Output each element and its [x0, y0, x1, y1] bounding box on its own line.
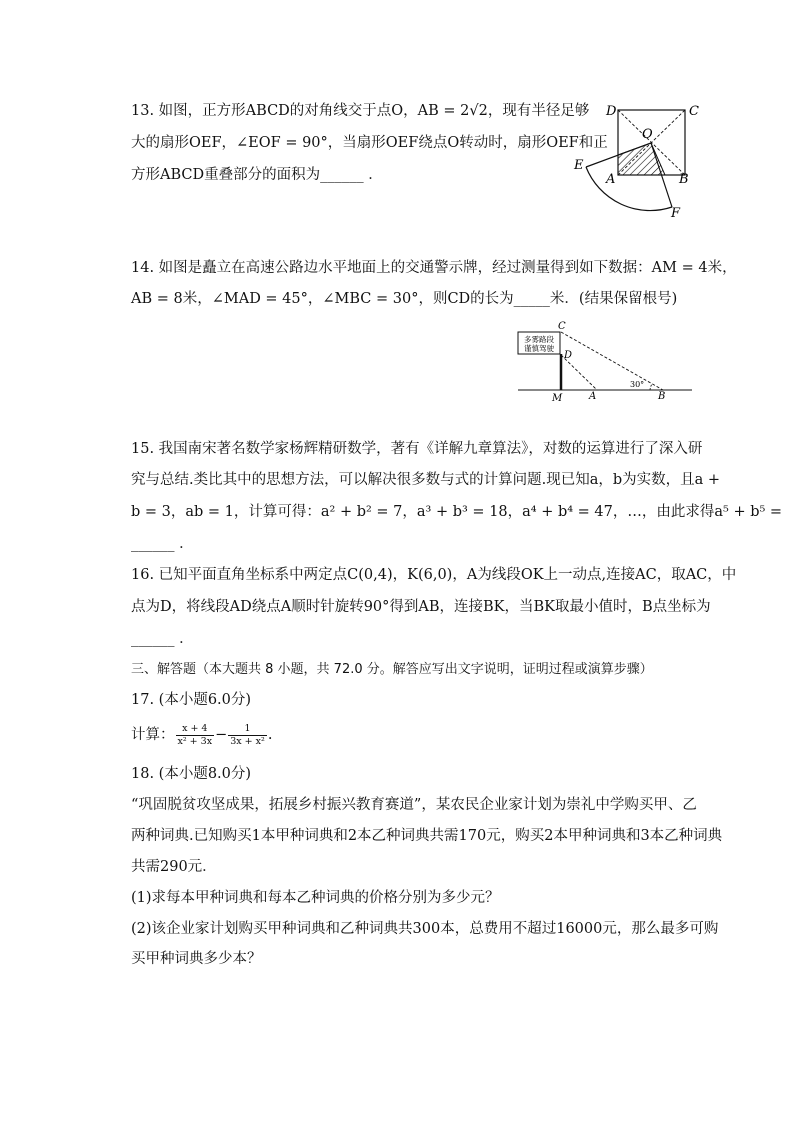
label-d: D [606, 104, 617, 119]
q15-line-2: 究与总结.类比其中的思想方法，可以解决很多数与式的计算问题.现已知a，b为实数，且a + [131, 472, 721, 488]
q13-line-1: 13. 如图，正方形ABCD的对角线交于点O，AB = 2√2，现有半径足够 [131, 103, 590, 119]
q13-line-2: 大的扇形OEF，∠EOF = 90°，当扇形OEF绕点O转动时，扇形OEF和正 [131, 135, 608, 151]
label-f: F [671, 206, 681, 221]
q14-figure [512, 318, 696, 404]
q18-line-1: “巩固脱贫攻坚成果，拓展乡村振兴教育赛道”，某农民企业家计划为崇礼中学购买甲、乙 [131, 797, 697, 813]
label-c: C [558, 321, 566, 332]
angle-label: 30° [630, 380, 645, 389]
sign-text-2: 谨慎驾驶 [524, 344, 554, 353]
q16-line-2: 点为D，将线段AD绕点A顺时针旋转90°得到AB，连接BK，当BK取最小值时，B点坐标为 [131, 599, 711, 615]
label-c: C [689, 104, 699, 119]
label-a: A [589, 391, 597, 402]
label-d: D [564, 350, 573, 361]
label-a: A [606, 172, 616, 187]
q18-sub-2-line-1: (2)该企业家计划购买甲种词典和乙种词典共300本，总费用不超过16000元，那么最多可购 [131, 921, 719, 937]
fraction-2-denominator: 3x + x² [230, 735, 265, 747]
minus-sign: − [215, 727, 228, 743]
section-heading: 三、解答题（本大题共 8 小题，共 72.0 分。解答应写出文字说明，证明过程或演算步骤） [131, 662, 653, 677]
label-b: B [658, 391, 666, 402]
q13-line-3: 方形ABCD重叠部分的面积为______ ． [131, 167, 383, 183]
label-o: O [642, 127, 653, 142]
q17-header: 17. (本小题6.0分) [131, 692, 252, 708]
fraction-1 [176, 723, 215, 748]
q18-sub-2-line-2: 买甲种词典多少本？ [131, 951, 262, 967]
q15-line-3: b = 3，ab = 1，计算可得：a² + b² = 7，a³ + b³ = 18，a⁴ + b⁴ = 47，…，由此求得a⁵ + b⁵ = [131, 504, 783, 520]
q14-line-1: 14. 如图是矗立在高速公路边水平地面上的交通警示牌，经过测量得到如下数据：AM = 4米， [131, 260, 737, 276]
sign-text-1: 多雾路段 [524, 335, 554, 344]
fraction-1-numerator: x + 4 [176, 723, 215, 736]
q17-expression [131, 720, 272, 750]
label-m: M [552, 393, 563, 404]
fraction-1-denominator: x² + 3x [177, 735, 213, 747]
q17-suffix: . [267, 727, 273, 743]
q18-sub-1: (1)求每本甲种词典和每本乙种词典的价格分别为多少元？ [131, 890, 500, 906]
q15-line-1: 15. 我国南宋著名数学家杨辉精研数学，著有《详解九章算法》，对数的运算进行了深入研 [131, 441, 703, 457]
q18-line-3: 共需290元． [131, 859, 217, 875]
overlap-region [618, 143, 665, 175]
q13-figure [568, 95, 706, 223]
q18-line-2: 两种词典.已知购买1本甲种词典和2本乙种词典共需170元，购买2本甲种词典和3本乙种词典 [131, 828, 723, 844]
fraction-2-numerator: 1 [228, 723, 267, 736]
q14-line-2: AB = 8米，∠MAD = 45°，∠MBC = 30°，则CD的长为_____米．(结果保留根号) [131, 291, 678, 307]
q17-prefix: 计算： [131, 727, 175, 743]
q15-line-4: ______ ． [131, 536, 194, 552]
label-e: E [574, 158, 584, 173]
label-b: B [679, 172, 689, 187]
fraction-2 [228, 723, 267, 748]
line-cb [561, 332, 663, 390]
q16-line-1: 16. 已知平面直角坐标系中两定点C(0,4)，K(6,0)，A为线段OK上一动点,连接AC，取AC，中 [131, 567, 737, 583]
q18-header: 18. (本小题8.0分) [131, 766, 252, 782]
q16-line-3: ______ ． [131, 631, 194, 647]
angle-arc [650, 384, 652, 390]
